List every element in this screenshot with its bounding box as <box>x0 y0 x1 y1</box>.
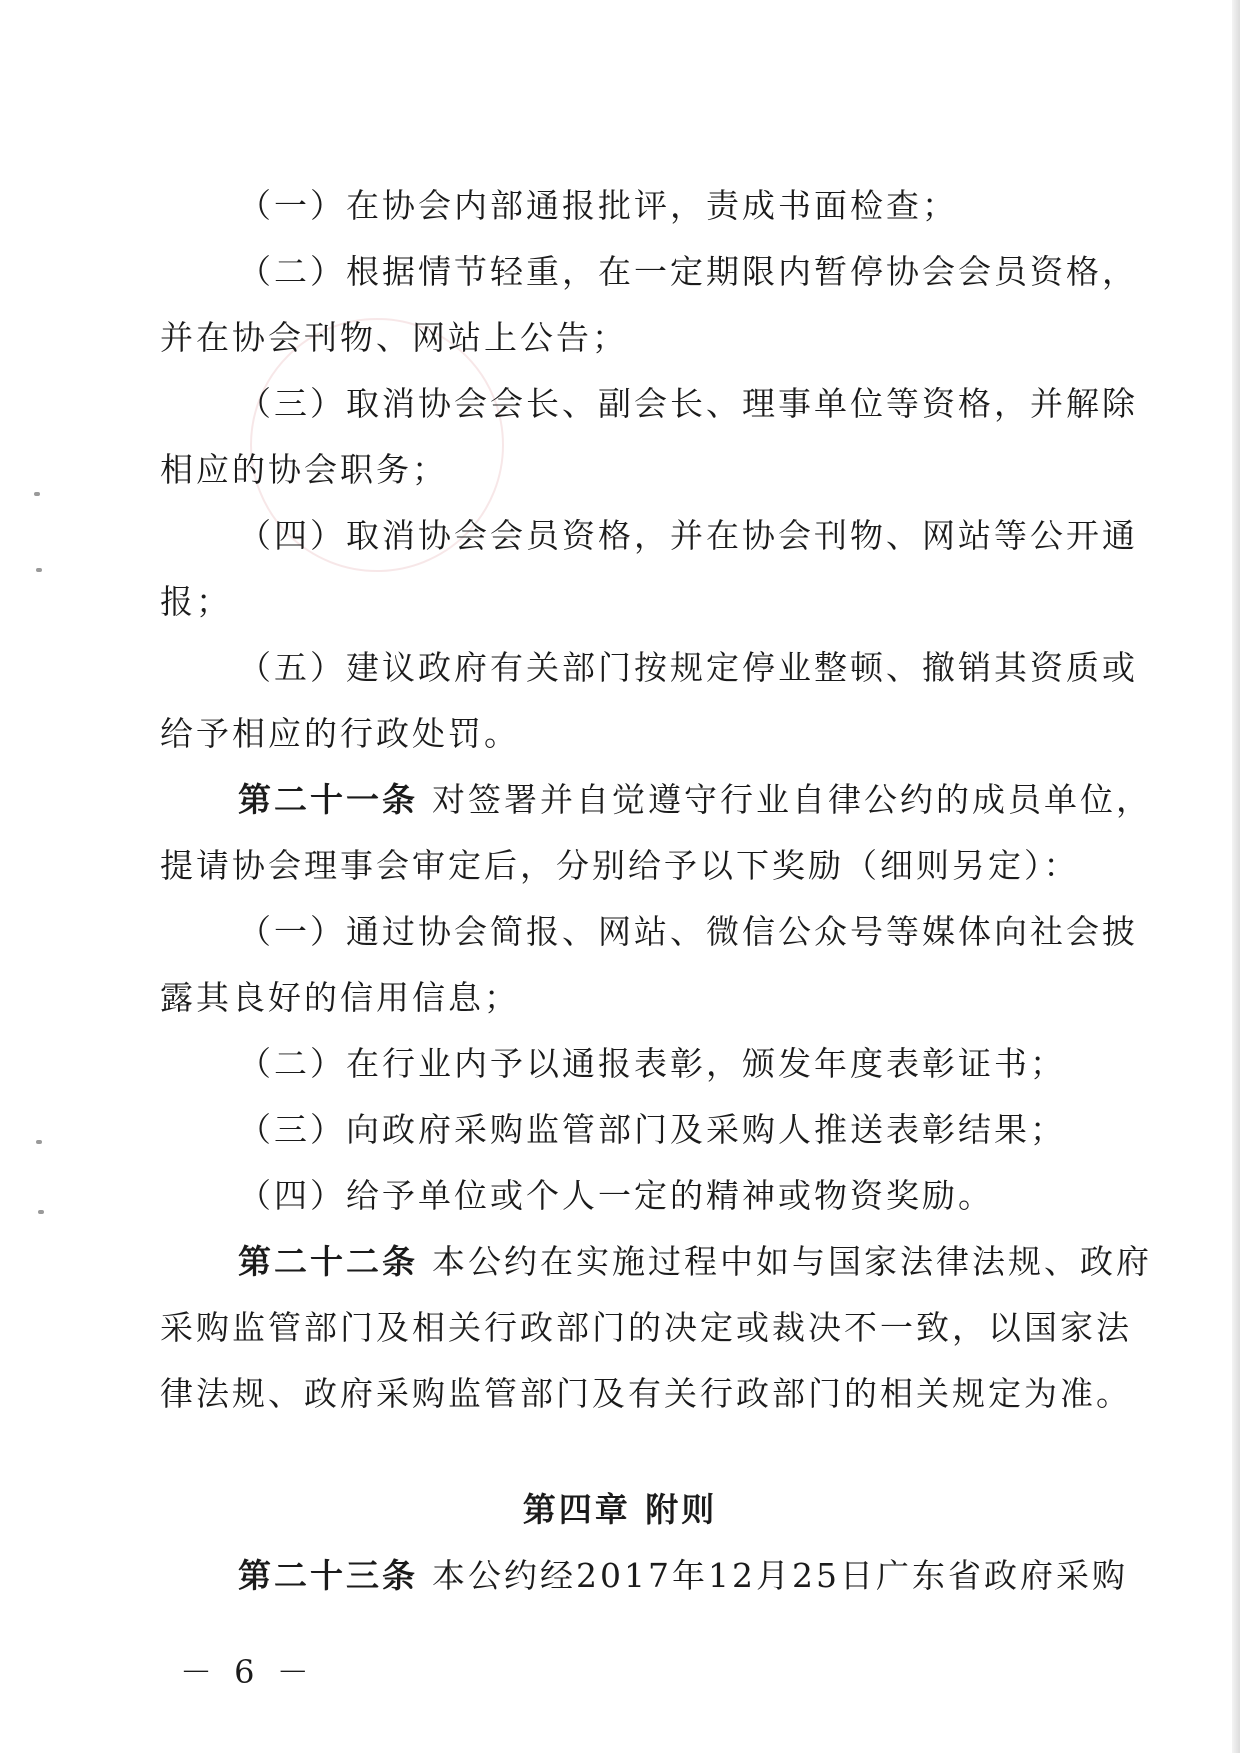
punishment-item-4-line2: 报； <box>160 582 232 621</box>
punishment-item-5-line2: 给予相应的行政处罚。 <box>160 714 520 753</box>
punishment-item-3-line2: 相应的协会职务； <box>160 450 448 489</box>
scan-speck <box>36 568 42 572</box>
reward-item-1-line2: 露其良好的信用信息； <box>160 978 520 1017</box>
reward-item-3: （三）向政府采购监管部门及采购人推送表彰结果； <box>238 1110 1066 1149</box>
article-23-line1 <box>238 1556 1128 1596</box>
article-21-line2: 提请协会理事会审定后，分别给予以下奖励（细则另定）： <box>160 846 1080 885</box>
chapter-heading: 第四章 附则 <box>522 1490 718 1529</box>
article-21-label: 第二十一条 <box>238 780 418 819</box>
article-22-line2: 采购监管部门及相关行政部门的决定或裁决不一致，以国家法 <box>160 1308 1132 1347</box>
punishment-item-5-line1: （五）建议政府有关部门按规定停业整顿、撤销其资质或 <box>238 648 1138 687</box>
article-21-line1 <box>238 780 1152 820</box>
scan-speck <box>36 1140 42 1144</box>
article-22-text: 本公约在实施过程中如与国家法律法规、政府 <box>432 1242 1152 1281</box>
article-23-text: 本公约经2017年12月25日广东省政府采购 <box>432 1556 1128 1595</box>
article-22-label: 第二十二条 <box>238 1242 418 1281</box>
article-21-text: 对签署并自觉遵守行业自律公约的成员单位， <box>432 780 1152 819</box>
scan-speck <box>34 492 40 496</box>
article-22-line1 <box>238 1242 1152 1282</box>
reward-item-1-line1: （一）通过协会简报、网站、微信公众号等媒体向社会披 <box>238 912 1138 951</box>
punishment-item-4-line1: （四）取消协会会员资格，并在协会刊物、网站等公开通 <box>238 516 1138 555</box>
page-number: － 6 － <box>180 1653 315 1691</box>
scan-speck <box>38 1210 44 1214</box>
punishment-item-2-line1: （二）根据情节轻重，在一定期限内暂停协会会员资格， <box>238 252 1138 291</box>
punishment-item-2-line2: 并在协会刊物、网站上公告； <box>160 318 628 357</box>
punishment-item-1: （一）在协会内部通报批评，责成书面检查； <box>238 186 958 225</box>
article-23-label: 第二十三条 <box>238 1556 418 1595</box>
reward-item-2: （二）在行业内予以通报表彰，颁发年度表彰证书； <box>238 1044 1066 1083</box>
punishment-item-3-line1: （三）取消协会会长、副会长、理事单位等资格，并解除 <box>238 384 1138 423</box>
reward-item-4: （四）给予单位或个人一定的精神或物资奖励。 <box>238 1176 994 1215</box>
article-22-line3: 律法规、政府采购监管部门及有关行政部门的相关规定为准。 <box>160 1374 1132 1413</box>
